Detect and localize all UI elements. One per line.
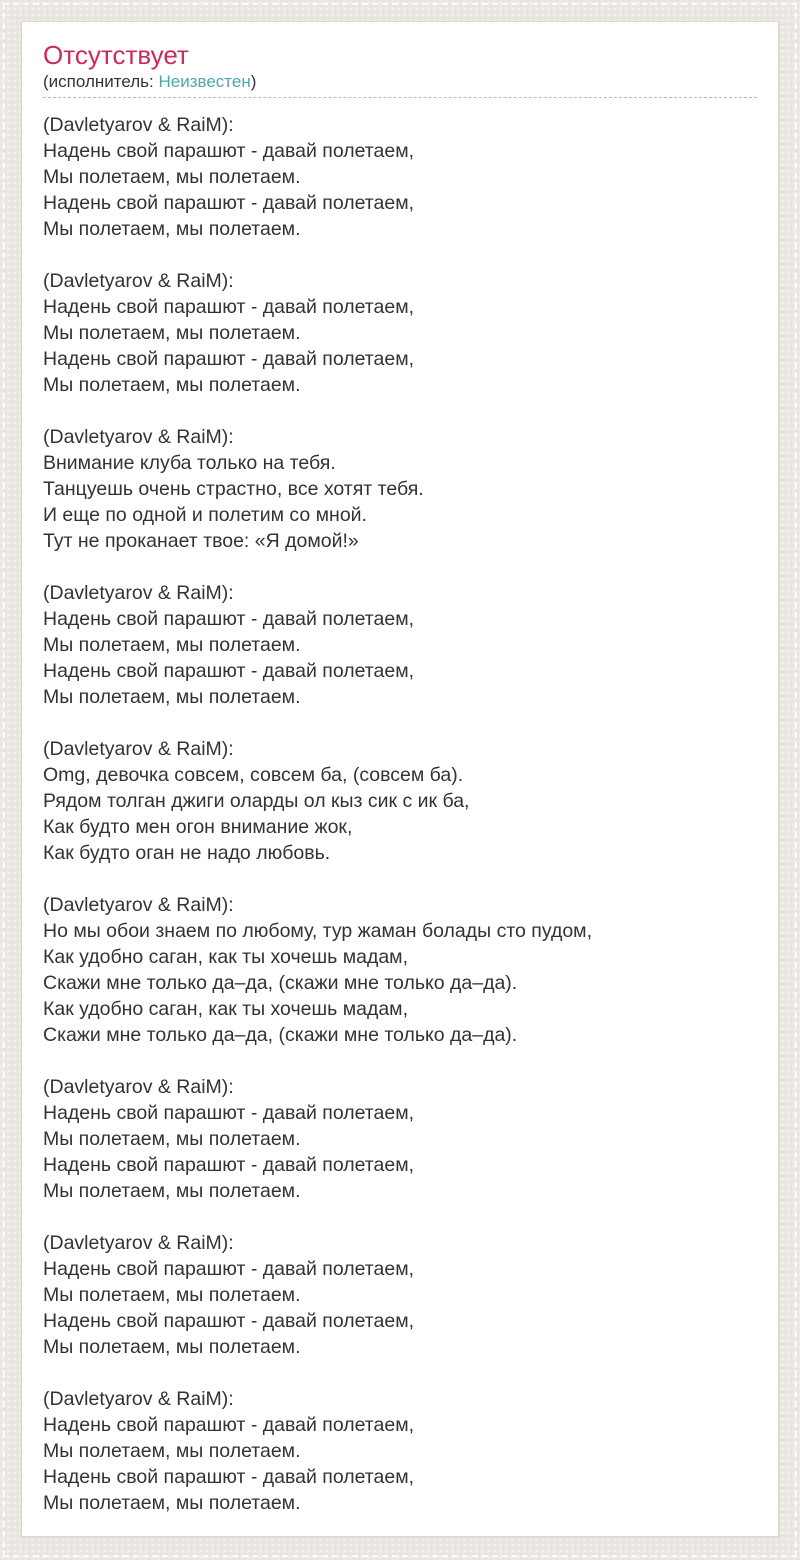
lyric-line: Мы полетаем, мы полетаем. <box>43 1440 301 1462</box>
artist-link[interactable]: Неизвестен <box>158 72 251 91</box>
lyric-line: Как удобно саган, как ты хочешь мадам, <box>43 946 408 968</box>
lyric-line: Тут не проканает твое: «Я домой!» <box>43 530 359 552</box>
lyric-line: Мы полетаем, мы полетаем. <box>43 1336 301 1358</box>
stanza <box>43 1074 757 1204</box>
lyric-line: Скажи мне только да–да, (скажи мне только да–да). <box>43 1024 518 1046</box>
song-title: Отсутствует <box>43 40 189 70</box>
stanza <box>43 424 757 554</box>
stanza-header: (Davletyarov & RaiM): <box>43 1076 234 1098</box>
artist-label-suffix: ) <box>250 72 257 91</box>
lyric-line: Надень свой парашют - давай полетаем, <box>43 192 415 214</box>
lyric-line: Мы полетаем, мы полетаем. <box>43 686 301 708</box>
lyric-line: Скажи мне только да–да, (скажи мне только да–да). <box>43 972 518 994</box>
lyric-line: Надень свой парашют - давай полетаем, <box>43 608 415 630</box>
lyric-line: Как удобно саган, как ты хочешь мадам, <box>43 998 408 1020</box>
stanza-header: (Davletyarov & RaiM): <box>43 426 234 448</box>
stanza <box>43 1386 757 1516</box>
lyric-line: Но мы обои знаем по любому, тур жаман болады сто пудом, <box>43 920 592 942</box>
lyrics <box>43 112 757 1516</box>
stanza-header: (Davletyarov & RaiM): <box>43 894 234 916</box>
lyric-line: Надень свой парашют - давай полетаем, <box>43 1154 415 1176</box>
lyric-line: Надень свой парашют - давай полетаем, <box>43 348 415 370</box>
lyric-line: Как будто мен огон внимание жок, <box>43 816 353 838</box>
stanza <box>43 268 757 398</box>
stanza <box>43 112 757 242</box>
lyric-line: Мы полетаем, мы полетаем. <box>43 634 301 656</box>
lyric-line: Мы полетаем, мы полетаем. <box>43 218 301 240</box>
lyric-line: Мы полетаем, мы полетаем. <box>43 1284 301 1306</box>
song-header <box>43 41 757 98</box>
stanza-header: (Davletyarov & RaiM): <box>43 270 234 292</box>
stanza-header: (Davletyarov & RaiM): <box>43 738 234 760</box>
stanza <box>43 580 757 710</box>
stanza <box>43 892 757 1048</box>
lyric-line: Мы полетаем, мы полетаем. <box>43 374 301 396</box>
lyric-line: Надень свой парашют - давай полетаем, <box>43 1102 415 1124</box>
stanza <box>43 1230 757 1360</box>
lyric-line: И еще по одной и полетим со мной. <box>43 504 367 526</box>
lyric-line: Мы полетаем, мы полетаем. <box>43 322 301 344</box>
stanza-header: (Davletyarov & RaiM): <box>43 1388 234 1410</box>
lyric-line: Надень свой парашют - давай полетаем, <box>43 660 415 682</box>
lyric-line: Omg, девочка совсем, совсем ба, (совсем ба). <box>43 764 464 786</box>
lyric-line: Мы полетаем, мы полетаем. <box>43 1492 301 1514</box>
artist-line <box>43 72 757 91</box>
lyric-line: Рядом толган джиги оларды ол кыз сик с ик ба, <box>43 790 470 812</box>
lyric-line: Мы полетаем, мы полетаем. <box>43 166 301 188</box>
lyric-line: Надень свой парашют - давай полетаем, <box>43 1258 415 1280</box>
lyric-line: Надень свой парашют - давай полетаем, <box>43 1310 415 1332</box>
stanza-header: (Davletyarov & RaiM): <box>43 582 234 604</box>
artist-label-prefix: (исполнитель: <box>43 72 159 91</box>
lyric-line: Надень свой парашют - давай полетаем, <box>43 1414 415 1436</box>
stanza-header: (Davletyarov & RaiM): <box>43 114 234 136</box>
lyric-line: Надень свой парашют - давай полетаем, <box>43 1466 415 1488</box>
stanza <box>43 736 757 866</box>
lyric-line: Как будто оган не надо любовь. <box>43 842 331 864</box>
lyric-line: Надень свой парашют - давай полетаем, <box>43 296 415 318</box>
lyrics-card <box>21 21 779 1537</box>
lyric-line: Мы полетаем, мы полетаем. <box>43 1180 301 1202</box>
lyric-line: Надень свой парашют - давай полетаем, <box>43 140 415 162</box>
lyric-line: Внимание клуба только на тебя. <box>43 452 336 474</box>
stanza-header: (Davletyarov & RaiM): <box>43 1232 234 1254</box>
lyric-line: Мы полетаем, мы полетаем. <box>43 1128 301 1150</box>
lyric-line: Танцуешь очень страстно, все хотят тебя. <box>43 478 424 500</box>
